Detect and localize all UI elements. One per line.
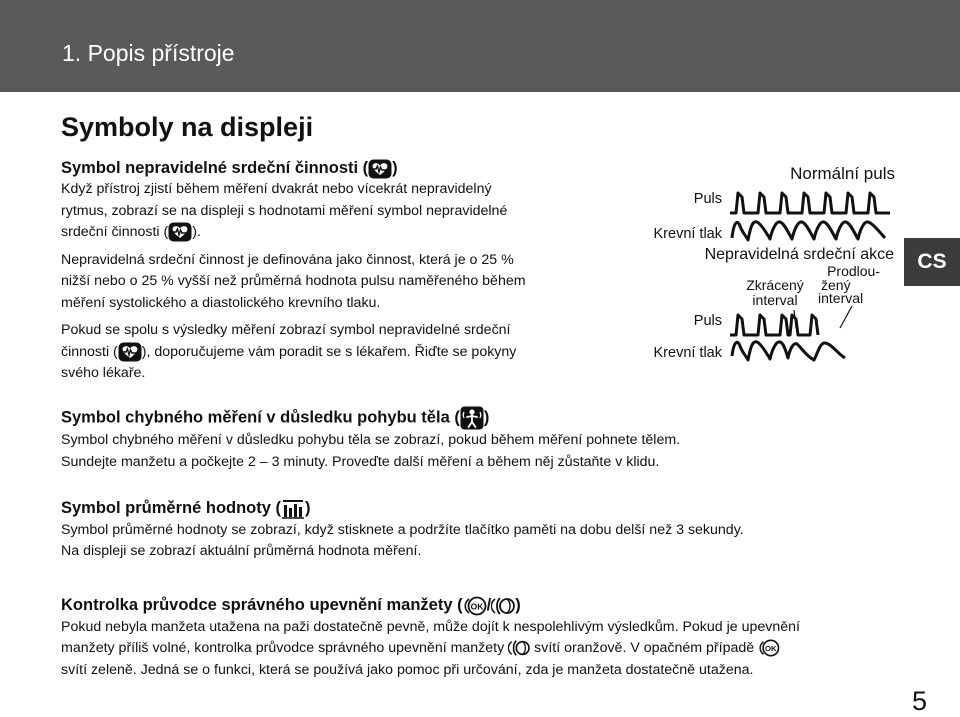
long-interval-pointer xyxy=(840,306,852,328)
figure-pressure-label-2: Krevní tlak xyxy=(653,345,722,361)
arrhythmia-paragraph-1: Když přístroj zjistí během měření dvakrát nebo vícekrát nepravidelný rytmus, zobrazí se na displeji s hodnotami měření symbol nepravidelné srdeční činnosti ( ). xyxy=(61,179,621,244)
figure-pulse-label-2: Puls xyxy=(693,313,722,329)
average-heading: Symbol průměrné hodnoty ( ) xyxy=(61,497,744,520)
irregular-pressure-wave xyxy=(732,342,845,360)
cuff-loose-icon xyxy=(491,595,515,617)
cuff-ok-icon xyxy=(463,595,487,617)
motion-heading: Symbol chybného měření v důsledku pohybu těla ( ) xyxy=(61,406,680,430)
arrhythmia-heading: Symbol nepravidelné srdeční činnosti ( ) xyxy=(61,159,398,177)
figure-long-interval-l1: Prodlou- xyxy=(827,263,880,279)
arrhythmia-paragraph-3: Pokud se spolu s výsledky měření zobrazí symbol nepravidelné srdeční činnosti ( ), doporučujeme vám poradit se s lékařem. Řiďte se pokyny svého lékaře. xyxy=(61,322,517,381)
figure-short-interval-l1: Zkrácený xyxy=(746,277,804,293)
section-title: Symboly na displeji xyxy=(61,112,314,142)
svg-text:OK: OK xyxy=(765,644,777,654)
motion-section: Symbol chybného měření v důsledku pohybu těla ( ) Symbol chybného měření v důsledku pohybu těla se zobrazí, pokud během měření pohnete tělem. Sundejte manžetu a počkejte 2 – 3 minuty. Proveďte další měření a během něj zůstaňte v klidu. xyxy=(61,406,680,473)
cuff-ok-icon xyxy=(758,638,780,658)
average-value-icon xyxy=(281,498,305,520)
irregular-heartbeat-icon xyxy=(368,159,392,179)
svg-text:OK: OK xyxy=(470,601,483,612)
normal-pressure-wave xyxy=(732,222,885,240)
arrhythmia-section xyxy=(61,157,621,385)
arrhythmia-paragraph-2: Nepravidelná srdeční činnost je definována jako činnost, která je o 25 % nižší nebo o 25 % vyšší než průměrná hodnota pulsu naměřeného během měření systolického a diastolického krevního tlaku. xyxy=(61,251,526,311)
figure-short-interval-l2: interval xyxy=(752,292,798,308)
figure-irregular-title: Nepravidelná srdeční akce xyxy=(704,246,894,263)
irregular-heartbeat-icon xyxy=(168,222,192,242)
body-movement-icon xyxy=(460,406,484,430)
figure-pressure-label: Krevní tlak xyxy=(653,226,722,242)
header-bar xyxy=(0,0,960,92)
figure-long-interval-l2: žený xyxy=(821,277,851,293)
page-number: 5 xyxy=(912,686,928,716)
average-section: Symbol průměrné hodnoty ( ) Symbol průměrné hodnoty se zobrazí, když stisknete a podržíte tlačítko paměti na dobu delší než 3 sekundy. Na displeji se zobrazí aktuální průměrná hodnota měření. xyxy=(61,499,744,560)
normal-pulse-trace xyxy=(730,193,890,213)
irregular-heartbeat-icon xyxy=(118,342,142,362)
language-tab: CS xyxy=(904,238,960,286)
header-title: 1. Popis přístroje xyxy=(62,40,235,66)
cuff-loose-icon xyxy=(508,638,530,658)
cuff-heading: Kontrolka průvodce správného upevnění manžety ( OK / ) xyxy=(61,594,800,617)
pulse-figure xyxy=(630,160,905,375)
figure-normal-title: Normální puls xyxy=(790,164,895,183)
cuff-section: Kontrolka průvodce správného upevnění manžety ( OK / ) Pokud nebyla manžeta utažena na paži dostatečně pevně, může dojít k nespolehlivým výsledkům. Pokud je upevnění manžety příliš volné, kontrolka průvodce správného upevnění manžety svítí oranžově. V opačném případě OK svítí zeleně. Jedná se o funkci, která se používá jako pomoc při určování, zda je manžeta dostatečně utažena. xyxy=(61,596,800,678)
figure-long-interval-l3: interval xyxy=(818,290,864,306)
irregular-pulse-trace xyxy=(730,315,818,335)
figure-pulse-label: Puls xyxy=(693,191,722,207)
